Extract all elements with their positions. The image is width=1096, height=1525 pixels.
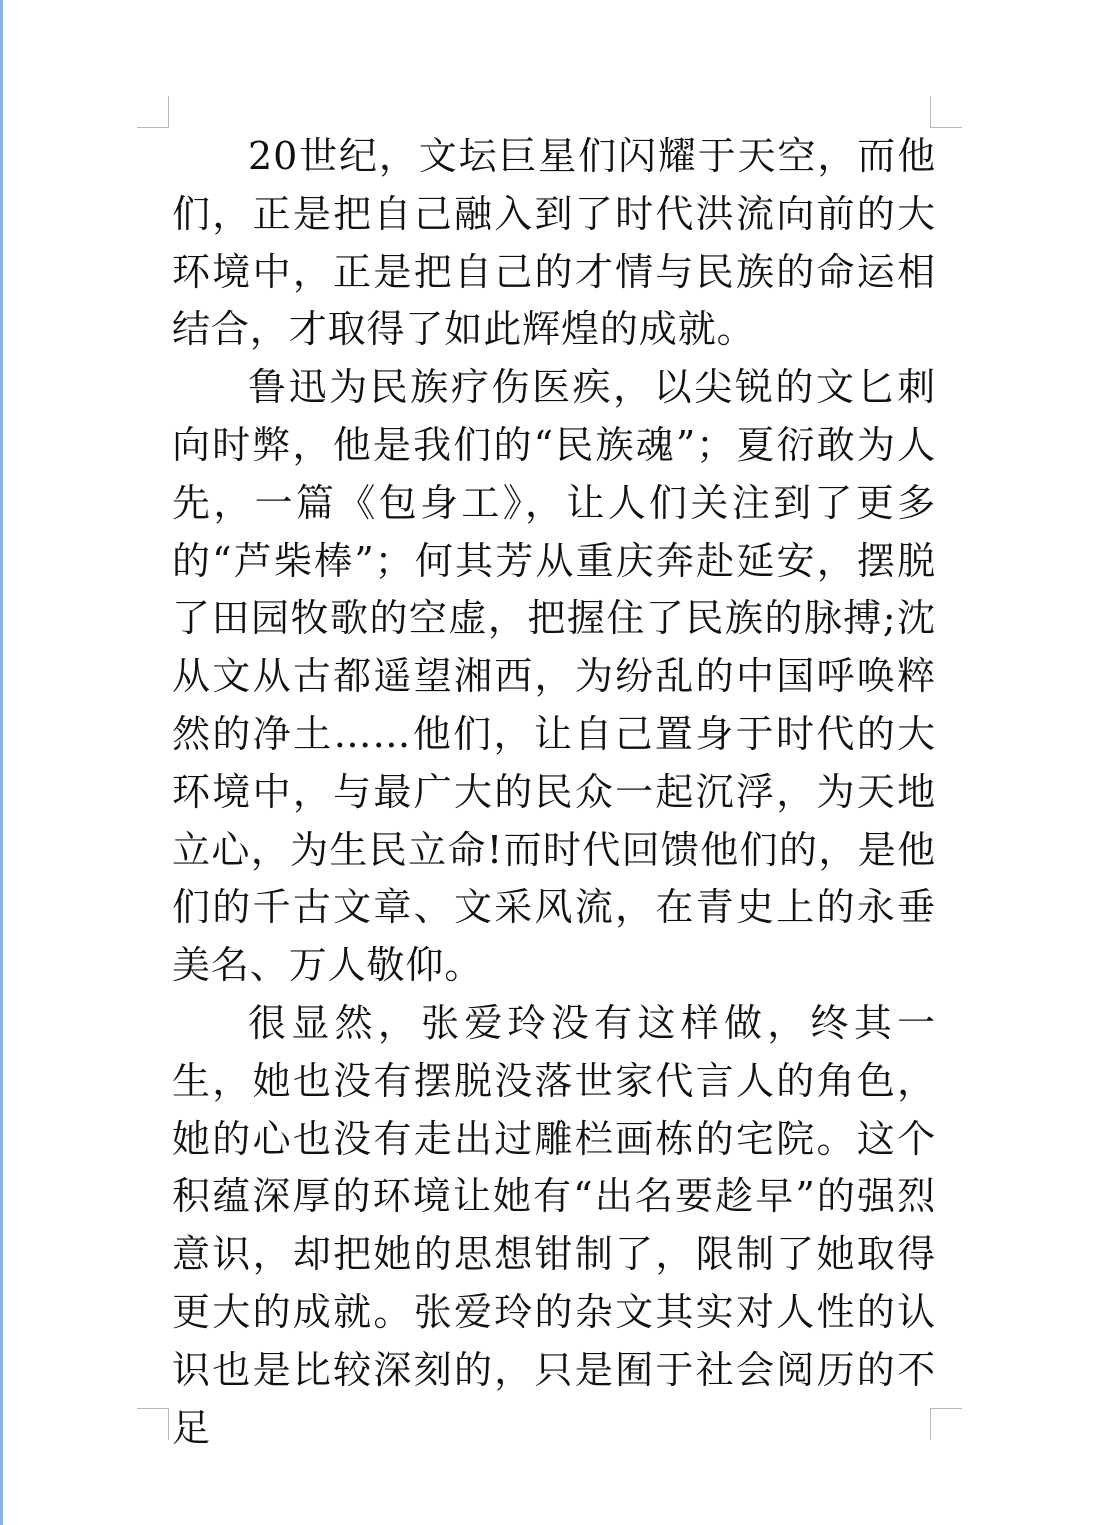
paragraph-1: 20世纪，文坛巨星们闪耀于天空，而他们，正是把自己融入到了时代洪流向前的大环境中，正是把自己的才情与民族的命运相结合，才取得了如此辉煌的成就。 xyxy=(172,134,936,352)
document-body[interactable] xyxy=(172,128,936,1450)
margin-mark-top-right xyxy=(930,96,962,128)
margin-mark-top-left xyxy=(137,96,169,128)
window-left-edge xyxy=(0,0,3,1525)
paragraph-2: 鲁迅为民族疗伤医疾，以尖锐的文匕刺向时弊，他是我们的“民族魂”；夏衍敢为人先，一篇《包身工》，让人们关注到了更多的“芦柴棒”；何其芳从重庆奔赴延安，摆脱了田园牧歌的空虚，把握住了民族的脉搏;沈从文从古都遥望湘西，为纷乱的中国呼唤粹然的净土……他们，让自己置身于时代的大环境中，与最广大的民众一起沉浮，为天地立心，为生民立命!而时代回馈他们的，是他们的千古文章、文采风流，在青史上的永垂美名、万人敬仰。 xyxy=(172,365,936,988)
paragraph-3: 很显然，张爱玲没有这样做，终其一生，她也没有摆脱没落世家代言人的角色，她的心也没有走出过雕栏画栋的宅院。这个积蕴深厚的环境让她有“出名要趁早”的强烈意识，却把她的思想钳制了，限制了她取得更大的成就。张爱玲的杂文其实对人性的认识也是比较深刻的，只是囿于社会阅历的不足 xyxy=(172,1000,936,1450)
margin-mark-bottom-left xyxy=(137,1408,169,1440)
